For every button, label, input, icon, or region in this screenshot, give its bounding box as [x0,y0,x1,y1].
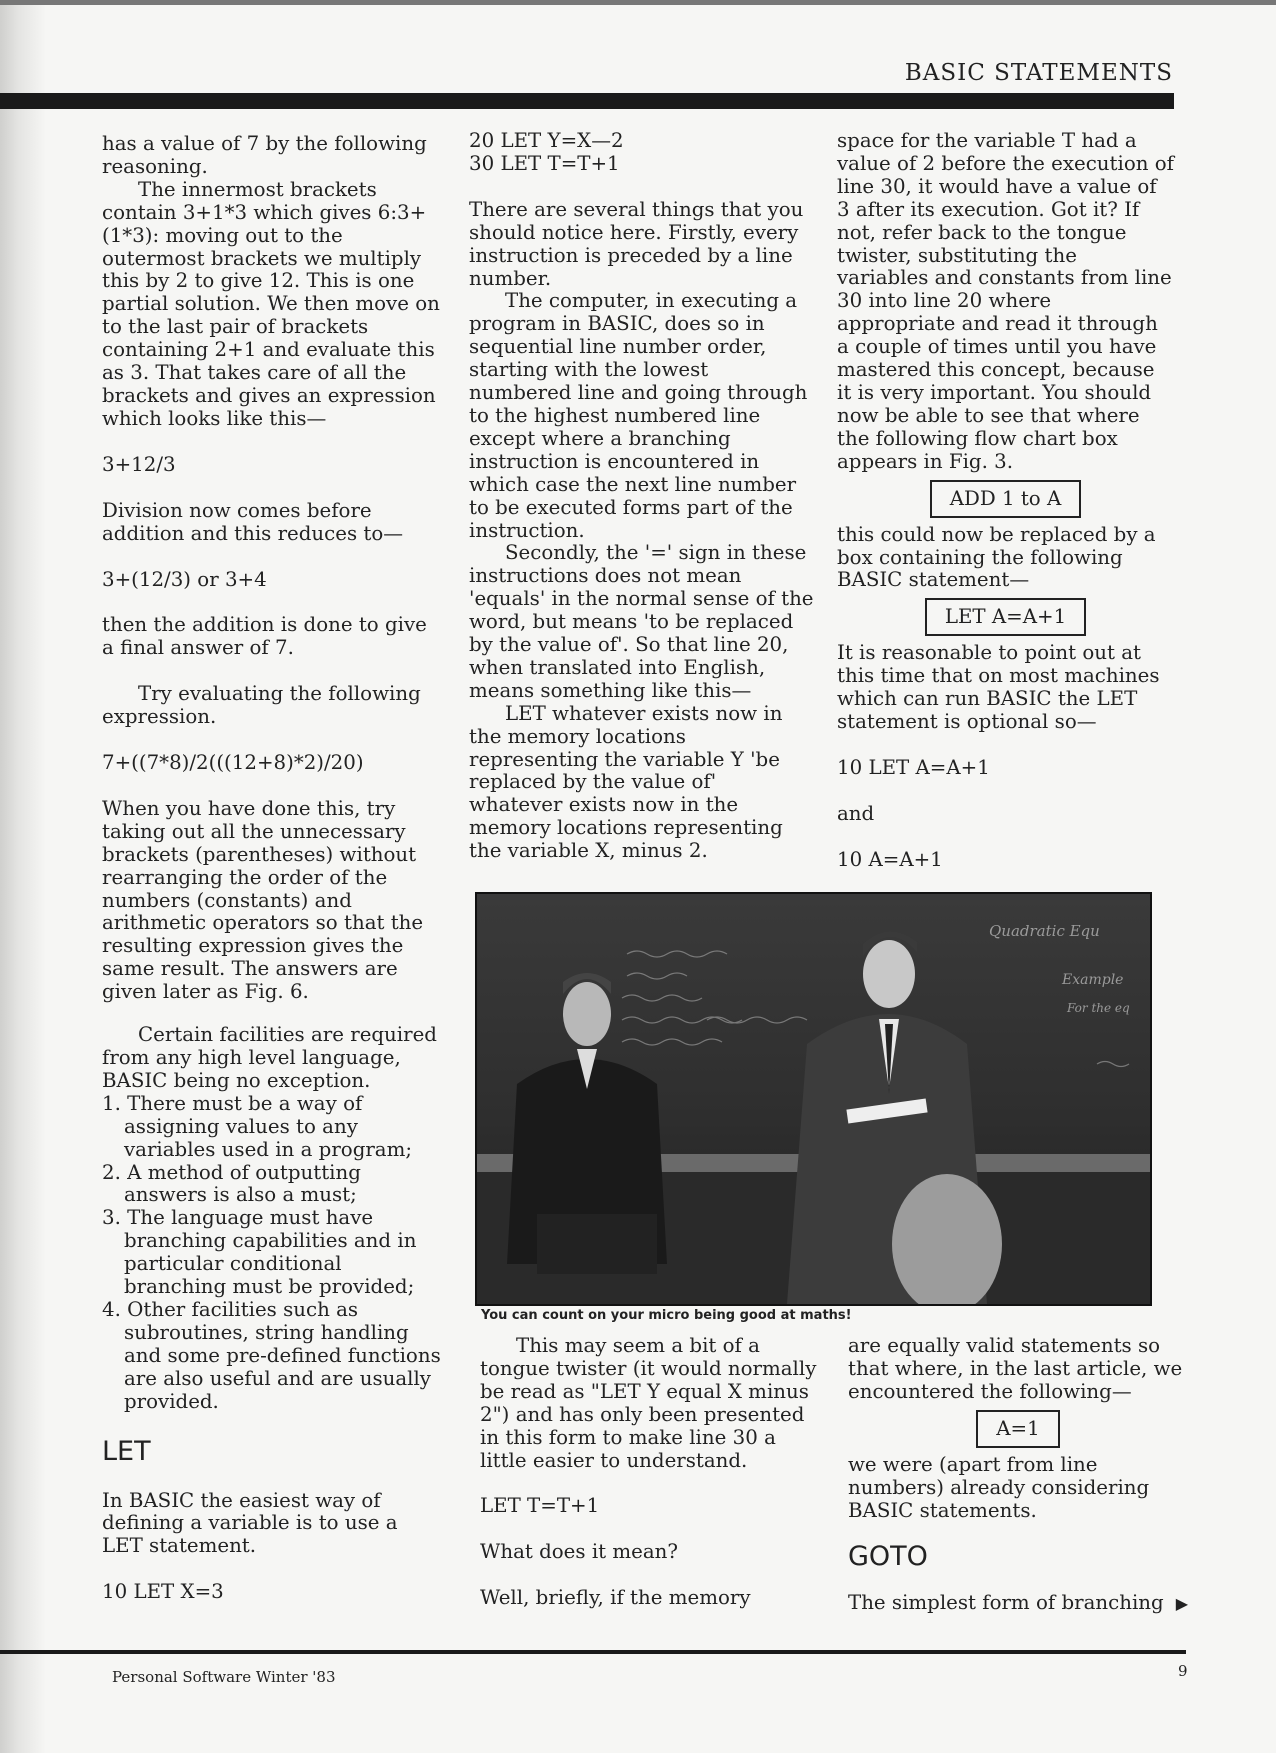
heading-let: LET [102,1435,151,1467]
list-item: 3. The language must have branching capabilities and in particular conditional branching must be provided; [102,1206,417,1299]
continue-arrow-icon: ▶ [1175,1594,1189,1614]
list-item: 4. Other facilities such as subroutines, string handling and some pre-defined functions are also useful and are usually provided. [102,1297,441,1413]
column-1 [102,133,442,1604]
board-text-3: For the eq [1067,1001,1130,1015]
col3-and: and [837,801,875,825]
board-text-1: Quadratic Equ [989,922,1100,940]
col4-p1: This may seem a bit of a tongue twister (it would normally be read as "LET Y equal X minus 2") and has only been presented in this form to make line 30 a little easier to understand. [480,1334,817,1472]
col1-expr1: 3+12/3 [102,452,176,476]
col4-p3: Well, briefly, if the memory [480,1586,751,1610]
col2-code1: 20 LET Y=X—2 [469,129,624,152]
heading-goto: GOTO [848,1541,928,1573]
col5-p2: we were (apart from line numbers) already considering BASIC statements. [848,1452,1150,1522]
page-number: 9 [1178,1662,1188,1680]
column-3 [837,130,1174,872]
photo-caption: You can count on your micro being good at maths! [481,1308,852,1323]
flowchart-box-let: LET A=A+1 [925,598,1086,636]
list-item: 2. A method of outputting answers is also a must; [102,1160,361,1207]
top-edge [0,0,1276,5]
classroom-photo [475,892,1152,1306]
col2-code2: 30 LET T=T+1 [469,151,620,175]
footer-publication: Personal Software Winter '83 [112,1668,336,1686]
board-text-2: Example [1062,972,1124,988]
col1-p4: then the addition is done to give a final answer of 7. [102,613,427,660]
col3-p2: this could now be replaced by a box containing the following BASIC statement— [837,522,1156,592]
col5-p3-line [848,1592,1188,1616]
flowchart-box-assign: A=1 [976,1410,1059,1448]
flowchart-box-add: ADD 1 to A [930,480,1082,518]
col3-code1: 10 LET A=A+1 [837,755,990,779]
col1-p5: Try evaluating the following expression. [102,682,421,729]
running-header: BASIC STATEMENTS [904,60,1173,86]
col3-code2: 10 A=A+1 [837,847,943,871]
col1-expr3: 7+((7*8)/2(((12+8)*2)/20) [102,751,364,775]
classroom-illustration [477,894,1150,1304]
col5-p3: The simplest form of branching [848,1591,1164,1615]
col1-p8: In BASIC the easiest way of defining a variable is to use a LET statement. [102,1488,398,1558]
col3-p3: It is reasonable to point out at this time that on most machines which can run BASIC the LET statement is optional so— [837,641,1160,734]
seated-man [507,973,667,1274]
header-rule [0,93,1174,109]
col2-p3: Secondly, the '=' sign in these instructions does not mean 'equals' in the normal sense of the word, but means 'to be replaced by the value of'. So that line 20, when translated into English, means something like this— [469,541,814,702]
scan-edge-shadow [0,0,46,1753]
col3-p1: space for the variable T had a value of 2 before the execution of line 30, it would have a value of 3 after its execution. Got it? If not, refer back to the tongue twister, substituting the variables and constants from line 30 into line 20 where appropriate and read it through a couple of times until you have mastered this concept, because it is very important. You should now be able to see that where the following flow chart box appears in Fig. 3. [837,129,1174,473]
col4-code1: LET T=T+1 [480,1494,600,1518]
col1-expr2: 3+(12/3) or 3+4 [102,567,267,591]
col1-code1: 10 LET X=3 [102,1580,224,1604]
column-4 [480,1335,825,1610]
column-5 [848,1335,1188,1616]
col5-p1: are equally valid statements so that where, in the last article, we encountered the following— [848,1334,1183,1403]
list-item: 1. There must be a way of assigning values to any variables used in a program; [102,1091,413,1161]
col1-p2: The innermost brackets contain 3+1*3 which gives 6:3+(1*3): moving out to the outermost brackets we multiply this by 2 to give 12. This is one partial solution. We then move on to the last pair of brackets containing 2+1 and evaluate this as 3. That takes care of all the brackets and gives an expression which looks like this— [102,177,440,430]
footer-rule [0,1650,1186,1654]
col1-p1: has a value of 7 by the following reasoning. [102,132,427,178]
col1-p6: When you have done this, try taking out all the unnecessary brackets (parentheses) without rearranging the order of the numbers (constants) and arithmetic operators so that the resulting expression gives the same result. The answers are given later as Fig. 6. [102,796,424,1004]
col1-p3: Division now comes before addition and this reduces to— [102,498,404,545]
col1-p7: Certain facilities are required from any high level language, BASIC being no exception. [102,1023,437,1092]
facilities-list [102,1093,442,1414]
col2-p2: The computer, in executing a program in BASIC, does so in sequential line number order, starting with the lowest numbered line and going through to the highest numbered line except where a branching instruction is encountered in which case the next line number to be executed forms part of the instruction. [469,289,808,542]
col2-p4: LET whatever exists now in the memory locations representing the variable Y 'be replaced by the value of' whatever exists now in the memory locations representing the variable X, minus 2. [469,701,783,863]
column-2 [469,130,814,863]
col4-p2: What does it mean? [480,1540,678,1564]
col2-p1: There are several things that you should notice here. Firstly, every instruction is preceded by a line number. [469,197,804,290]
